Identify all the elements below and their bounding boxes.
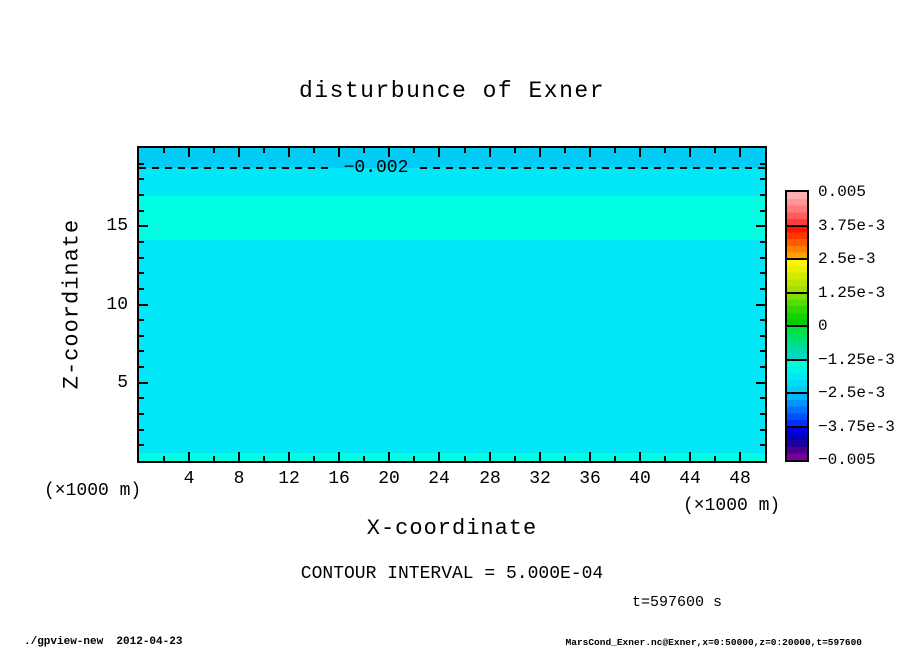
y-tick	[760, 194, 765, 196]
x-tick	[163, 148, 165, 153]
colorbar-label: −1.25e-3	[818, 350, 895, 369]
x-tick	[213, 148, 215, 153]
y-tick	[139, 178, 144, 180]
x-tick	[313, 148, 315, 153]
y-tick	[139, 225, 148, 227]
y-tick	[760, 319, 765, 321]
colorbar-cells	[787, 192, 807, 460]
plot-field	[139, 148, 765, 461]
colorbar-cell	[787, 226, 807, 259]
x-tick	[288, 452, 290, 461]
x-tick	[388, 148, 390, 157]
y-axis-unit: (×1000 m)	[44, 481, 142, 501]
y-tick	[139, 319, 144, 321]
x-tick-label: 12	[278, 469, 300, 489]
contour-interval-caption: CONTOUR INTERVAL = 5.000E-04	[300, 564, 604, 584]
y-tick	[139, 304, 148, 306]
y-tick	[139, 210, 144, 212]
colorbar-cell	[787, 393, 807, 427]
x-tick	[338, 148, 340, 157]
colorbar-divider	[787, 426, 807, 428]
y-tick	[760, 210, 765, 212]
x-tick-label: 4	[183, 469, 195, 489]
colorbar-divider	[787, 258, 807, 260]
x-tick	[614, 148, 616, 153]
y-tick	[756, 304, 765, 306]
x-tick	[689, 452, 691, 461]
x-tick	[438, 452, 440, 461]
y-tick	[139, 350, 144, 352]
colorbar-label: 2.5e-3	[818, 250, 876, 268]
y-tick	[139, 288, 144, 290]
y-tick	[756, 225, 765, 227]
y-tick	[139, 272, 144, 274]
y-tick-label: 10	[106, 295, 128, 315]
x-tick	[564, 148, 566, 153]
x-tick	[639, 148, 641, 157]
y-tick	[139, 194, 144, 196]
y-tick	[139, 397, 144, 399]
colorbar-label: 0.005	[818, 183, 867, 201]
y-tick	[760, 397, 765, 399]
x-tick	[689, 148, 691, 157]
x-tick	[464, 456, 466, 461]
x-tick-label: 28	[479, 469, 501, 489]
x-tick	[213, 456, 215, 461]
x-tick	[589, 148, 591, 157]
x-tick	[489, 452, 491, 461]
x-tick-label: 32	[529, 469, 551, 489]
colorbar-label: 0	[818, 317, 828, 335]
y-tick	[139, 163, 144, 165]
tone-band	[139, 240, 765, 453]
contour-line-label: −0.002	[343, 158, 409, 178]
x-tick	[539, 148, 541, 157]
x-tick	[639, 452, 641, 461]
x-tick-label: 44	[679, 469, 701, 489]
y-tick	[139, 382, 148, 384]
y-tick	[760, 241, 765, 243]
contour-line	[139, 167, 332, 169]
y-tick	[139, 241, 144, 243]
x-tick	[363, 456, 365, 461]
colorbar-cell	[787, 326, 807, 360]
contour-line	[420, 167, 765, 169]
x-tick	[564, 456, 566, 461]
x-tick	[313, 456, 315, 461]
y-tick	[760, 429, 765, 431]
y-tick	[760, 178, 765, 180]
y-tick	[756, 382, 765, 384]
x-tick-label: 20	[378, 469, 400, 489]
tone-band	[139, 148, 765, 168]
x-tick	[739, 148, 741, 157]
y-tick	[139, 366, 144, 368]
x-tick-label: 48	[729, 469, 751, 489]
y-tick	[760, 163, 765, 165]
x-tick-label: 40	[629, 469, 651, 489]
x-tick	[514, 456, 516, 461]
x-tick	[539, 452, 541, 461]
x-tick	[263, 456, 265, 461]
y-tick	[760, 272, 765, 274]
x-axis-unit: (×1000 m)	[683, 496, 781, 516]
colorbar-label: −3.75e-3	[818, 417, 895, 436]
x-tick	[438, 148, 440, 157]
time-caption: t=597600 s	[632, 594, 723, 611]
x-tick	[188, 452, 190, 461]
colorbar-cell	[787, 192, 807, 226]
y-tick	[760, 444, 765, 446]
colorbar-label: 3.75e-3	[818, 216, 886, 235]
y-tick	[139, 335, 144, 337]
tone-band	[139, 168, 765, 196]
x-tick	[464, 148, 466, 153]
colorbar-cell	[787, 293, 807, 326]
x-tick	[514, 148, 516, 153]
chart-title: disturbunce of Exner	[298, 78, 606, 104]
colorbar-divider	[787, 292, 807, 294]
x-tick	[739, 452, 741, 461]
y-tick	[760, 257, 765, 259]
x-tick	[388, 452, 390, 461]
x-tick	[664, 148, 666, 153]
y-tick	[760, 366, 765, 368]
colorbar	[785, 190, 809, 462]
x-tick	[238, 452, 240, 461]
colorbar-cell	[787, 427, 807, 460]
x-tick	[589, 452, 591, 461]
colorbar-cell	[787, 360, 807, 393]
x-tick	[413, 456, 415, 461]
x-tick	[288, 148, 290, 157]
plot-area	[137, 146, 767, 463]
x-tick	[338, 452, 340, 461]
y-tick	[139, 257, 144, 259]
x-tick	[238, 148, 240, 157]
y-axis-title: Z-coordinate	[59, 218, 85, 390]
x-tick	[188, 148, 190, 157]
y-tick	[760, 335, 765, 337]
y-tick	[760, 350, 765, 352]
y-tick	[139, 413, 144, 415]
x-tick	[363, 148, 365, 153]
y-tick	[139, 429, 144, 431]
x-tick-label: 16	[328, 469, 350, 489]
colorbar-divider	[787, 325, 807, 327]
x-tick	[263, 148, 265, 153]
x-tick-label: 36	[579, 469, 601, 489]
x-tick	[714, 148, 716, 153]
x-tick-label: 24	[428, 469, 450, 489]
y-tick-label: 15	[106, 216, 128, 236]
x-tick	[489, 148, 491, 157]
colorbar-label: −2.5e-3	[818, 384, 886, 402]
y-tick	[139, 444, 144, 446]
footer-source-info: MarsCond_Exner.nc@Exner,x=0:50000,z=0:20000,t=597600	[565, 637, 862, 648]
x-tick	[664, 456, 666, 461]
colorbar-divider	[787, 225, 807, 227]
y-tick	[760, 413, 765, 415]
colorbar-cell	[787, 259, 807, 293]
y-tick	[760, 288, 765, 290]
x-axis-title: X-coordinate	[366, 516, 538, 541]
footer-command-date: ./gpview-new 2012-04-23	[24, 636, 183, 648]
y-tick-label: 5	[117, 373, 128, 393]
colorbar-divider	[787, 359, 807, 361]
x-tick	[413, 148, 415, 153]
tone-band	[139, 453, 765, 461]
colorbar-divider	[787, 392, 807, 394]
x-tick	[614, 456, 616, 461]
x-tick	[714, 456, 716, 461]
colorbar-label: 1.25e-3	[818, 283, 886, 302]
x-tick-label: 8	[233, 469, 245, 489]
tone-band	[139, 196, 765, 240]
x-tick	[163, 456, 165, 461]
colorbar-label: −0.005	[818, 451, 876, 469]
